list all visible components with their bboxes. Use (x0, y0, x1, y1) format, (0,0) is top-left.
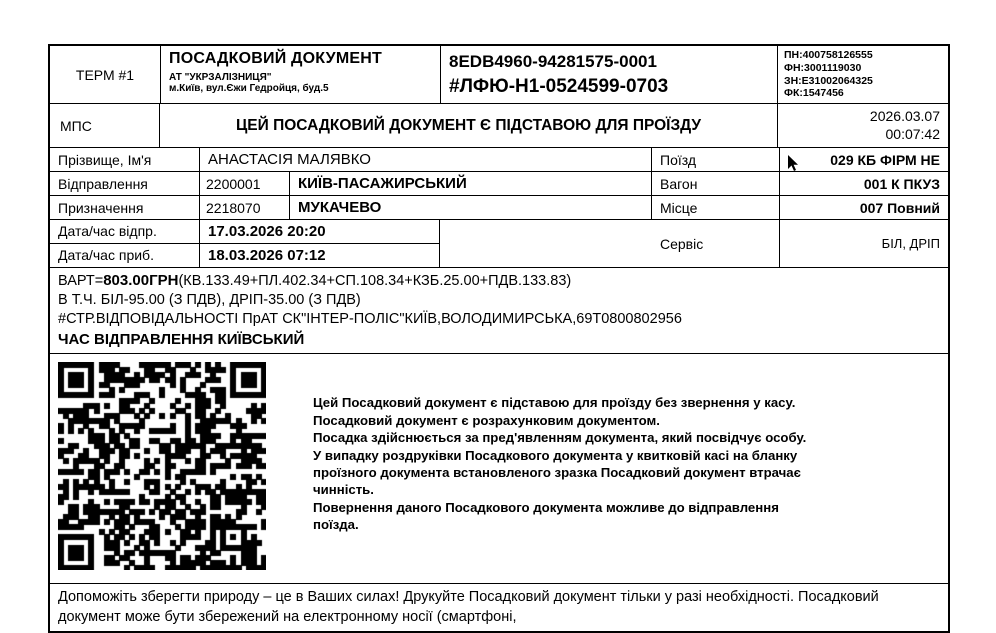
document-header (50, 46, 948, 103)
details-grid (50, 147, 948, 267)
arrival-time-label: Дата/час приб. (50, 244, 200, 267)
boarding-document (48, 44, 950, 633)
service-label: Сервіс (652, 220, 780, 267)
wagon-value: 001 К ПКУЗ (863, 175, 940, 192)
arrival-time-row (50, 244, 439, 267)
fiscal-code-fn: ФН:3001119030 (784, 61, 862, 74)
notice-text (305, 354, 948, 541)
departure-row (50, 172, 948, 196)
departure-time-row (50, 220, 439, 244)
train-label: Поїзд (652, 148, 780, 171)
terminal-label: ТЕРМ #1 (50, 46, 161, 103)
document-title: ПОСАДКОВИЙ ДОКУМЕНТ (169, 50, 382, 67)
passenger-label: Прізвище, Ім'я (50, 148, 200, 171)
issue-time: 00:07:42 (885, 125, 940, 142)
document-codes (441, 46, 778, 103)
company-address: м.Київ, вул.Єжи Гедройця, буд.5 (169, 83, 329, 94)
times-block (50, 220, 440, 267)
price-included-line: В Т.Ч. БІЛ-95.00 (З ПДВ), ДРІП-35.00 (З ПДВ) (58, 292, 361, 309)
passenger-name: АНАСТАСІЯ МАЛЯВКО (200, 148, 652, 171)
mps-label: МПС (50, 104, 160, 147)
notice-line-2: Посадковий документ є розрахунковим документом. (313, 412, 660, 428)
fiscal-code-pn: ПН:400758126555 (784, 49, 873, 61)
insurance-line: #СТР.ВІДПОВІДАЛЬНОСТІ ПрАТ СК"ІНТЕР-ПОЛІС"КИЇВ,ВОЛОДИМИРСЬКА,69Т0800802956 (58, 311, 682, 328)
price-prefix: ВАРТ= (58, 273, 104, 290)
destination-label: Призначення (50, 196, 200, 219)
issue-date: 2026.03.07 (869, 108, 940, 125)
fiscal-codes (778, 46, 948, 103)
departure-time-label: Дата/час відпр. (50, 220, 200, 243)
notice-line-1: Цей Посадковий документ є підставою для проїзду без звернення у касу. (313, 395, 796, 411)
qr-notice-block (50, 353, 948, 583)
notice-line-7: Повернення даного Посадкового документа можливе до відправлення (313, 499, 779, 515)
statement-text: ЦЕЙ ПОСАДКОВИЙ ДОКУМЕНТ Є ПІДСТАВОЮ ДЛЯ ПРОЇЗДУ (160, 104, 778, 147)
price-breakdown: (КВ.133.49+ПЛ.402.34+СП.108.34+КЗБ.25.00+ПДВ.133.83) (178, 273, 572, 290)
notice-line-5: проїзного документа встановленого зразка Посадковий документ втрачає (313, 465, 801, 481)
notice-line-8: поїзда. (313, 517, 359, 533)
passenger-row (50, 148, 948, 172)
price-total-line (58, 271, 940, 291)
price-block (50, 267, 948, 353)
issue-datetime (778, 104, 948, 147)
times-service-row (50, 220, 948, 267)
document-code-primary: 8EDB4960-94281575-0001 (449, 51, 657, 71)
qr-code (58, 362, 266, 570)
notice-line-3: Посадка здійснюється за пред'явленням документа, який посвідчує особу. (313, 430, 807, 446)
departure-code: 2200001 (200, 172, 290, 195)
document-code-secondary: #ЛФЮ-Н1-0524599-0703 (449, 75, 669, 97)
departure-label: Відправлення (50, 172, 200, 195)
fiscal-code-fk: ФК:1547456 (784, 87, 844, 100)
seat-label: Місце (652, 196, 780, 219)
price-amount: 803.00ГРН (103, 272, 179, 290)
fiscal-code-zn: ЗН:Е31002064325 (784, 74, 873, 87)
departure-timezone-note: ЧАС ВІДПРАВЛЕННЯ КИЇВСЬКИЙ (58, 330, 305, 348)
wagon-label: Вагон (652, 172, 780, 195)
qr-wrapper (50, 354, 305, 583)
arrival-time-value: 18.03.2026 07:12 (208, 247, 326, 265)
notice-line-4: У випадку роздруківки Посадкового документа у квитковій касі на бланку (313, 447, 798, 463)
train-value: 029 КБ ФІРМ НЕ (830, 151, 940, 168)
departure-time-value: 17.03.2026 20:20 (208, 223, 326, 241)
destination-code: 2218070 (200, 196, 290, 219)
departure-station: КИЇВ-ПАСАЖИРСЬКИЙ (290, 172, 652, 195)
service-spacer (440, 220, 652, 267)
destination-station: МУКАЧЕВО (290, 196, 652, 219)
issuer-block (161, 46, 441, 103)
notice-line-6: чинність. (313, 482, 374, 498)
seat-value: 007 Повний (859, 199, 940, 216)
eco-footer-text: Допоможіть зберегти природу – це в Ваших силах! Друкуйте Посадковий документ тільки у разі необхідності. Посадковий документ може бути збережений на електронному носії (смартфоні, (50, 583, 948, 631)
company-name: АТ "УКРЗАЛІЗНИЦЯ" (169, 72, 272, 83)
service-value: БІЛ, ДРІП (881, 236, 940, 252)
statement-row (50, 103, 948, 147)
destination-row (50, 196, 948, 220)
service-block (440, 220, 948, 267)
